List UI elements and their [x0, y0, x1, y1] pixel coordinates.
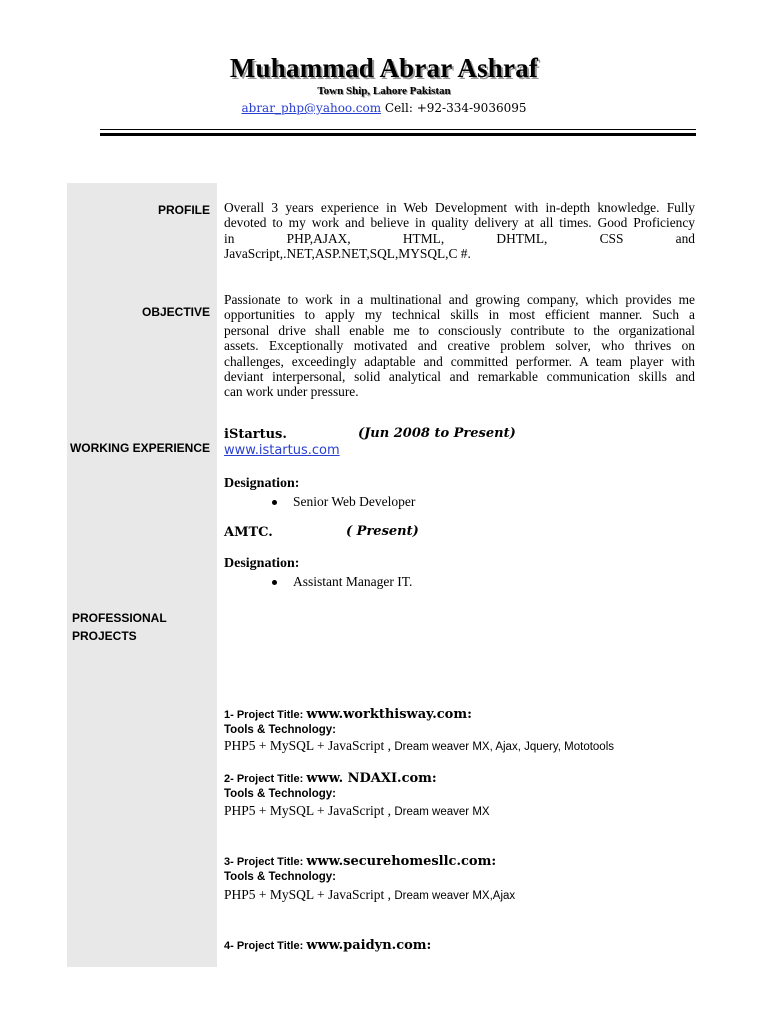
- tools-extra: Dream weaver MX: [394, 806, 490, 818]
- candidate-address: Town Ship, Lahore Pakistan: [317, 85, 451, 97]
- tools-label: Tools & Technology:: [224, 724, 337, 736]
- job-dates: ( Present): [346, 524, 419, 539]
- profile-line: devoted to my work and believe in quality delivery at all times. Good Proficiency: [224, 215, 695, 231]
- designation-label: Designation:: [224, 476, 300, 491]
- header-divider-thick: [100, 133, 696, 136]
- objective-label: OBJECTIVE: [141, 305, 210, 319]
- cell-phone: Cell: +92-334-9036095: [381, 101, 527, 115]
- project-title-2: [224, 769, 437, 787]
- tools-stack: PHP5 + MySQL + JavaScript ,: [224, 738, 395, 753]
- project-site: www.paidyn.com:: [306, 938, 432, 953]
- resume-header: [0, 52, 768, 117]
- designation-label: Designation:: [224, 556, 300, 571]
- objective-line: Passionate to work in a multinational and growing company, which provides me: [224, 292, 695, 307]
- profile-line: JavaScript,.NET,ASP.NET,SQL,MYSQL,C #.: [224, 246, 471, 262]
- objective-line: opportunities to apply my technical skills in most efficient manner. Such a: [224, 307, 695, 323]
- company-website-link[interactable]: www.istartus.com: [224, 443, 340, 458]
- objective-line: deviant interpersonal, solid analytical and remarkable communication skills and: [224, 369, 695, 385]
- job-dates: (Jun 2008 to Present): [358, 426, 516, 441]
- project-title-3: [224, 852, 496, 870]
- candidate-name: Muhammad Abrar Ashraf: [229, 53, 539, 83]
- header-divider-thin: [100, 129, 696, 130]
- job-istartus: [224, 426, 287, 443]
- company-name: AMTC.: [224, 525, 273, 540]
- bullet-icon: [272, 580, 277, 585]
- bullet-icon: [272, 500, 277, 505]
- objective-line: assets. Exceptionally motivated and creative problem solver, who thrives on: [224, 338, 695, 354]
- project-title-1: [224, 705, 472, 723]
- project-tools: [224, 887, 515, 903]
- profile-label: PROFILE: [157, 203, 210, 217]
- project-title-label: 4- Project Title:: [224, 940, 307, 952]
- objective-line: can work under pressure.: [224, 384, 359, 400]
- objective-line: personal drive shall enable me to consciously contribute to the organizational: [224, 322, 695, 338]
- project-site: www. NDAXI.com:: [306, 771, 437, 786]
- professional-projects-label-line2: PROJECTS: [72, 629, 137, 643]
- project-title-4: [224, 936, 431, 954]
- designation-bullet: [293, 494, 415, 510]
- project-title-label: 2- Project Title:: [224, 773, 307, 785]
- objective-line: challenges, exceedingly adaptable and committed performer. A team player with: [224, 353, 695, 369]
- contact-line: [0, 99, 768, 117]
- tools-extra: Dream weaver MX, Ajax, Jquery, Mototools: [394, 741, 615, 753]
- designation-role: Senior Web Developer: [293, 494, 416, 509]
- project-title-label: 1- Project Title:: [224, 709, 307, 721]
- profile-line: Overall 3 years experience in Web Development with in-depth knowledge. Fully: [224, 200, 695, 215]
- objective-text: [224, 292, 695, 400]
- working-experience-label: WORKING EXPERIENCE: [69, 441, 210, 455]
- profile-line: in PHP,AJAX, HTML, DHTML, CSS and: [224, 230, 695, 246]
- project-tools: [224, 738, 614, 754]
- tools-stack: PHP5 + MySQL + JavaScript ,: [224, 887, 395, 902]
- section-label-column: [67, 183, 217, 967]
- job-amtc: [224, 524, 273, 541]
- professional-projects-label-line1: PROFESSIONAL: [72, 611, 167, 625]
- tools-extra: Dream weaver MX,Ajax: [394, 890, 516, 902]
- tools-label: Tools & Technology:: [224, 788, 337, 800]
- project-site: www.workthisway.com:: [306, 707, 472, 722]
- project-site: www.securehomesllc.com:: [306, 854, 497, 869]
- email-link[interactable]: abrar_php@yahoo.com: [241, 101, 382, 115]
- designation-bullet: [293, 574, 412, 590]
- company-name: iStartus.: [224, 427, 287, 442]
- project-tools: [224, 803, 490, 819]
- profile-text: [224, 200, 695, 262]
- designation-role: Assistant Manager IT.: [293, 574, 413, 589]
- tools-stack: PHP5 + MySQL + JavaScript ,: [224, 803, 395, 818]
- tools-label: Tools & Technology:: [224, 871, 337, 883]
- project-title-label: 3- Project Title:: [224, 856, 307, 868]
